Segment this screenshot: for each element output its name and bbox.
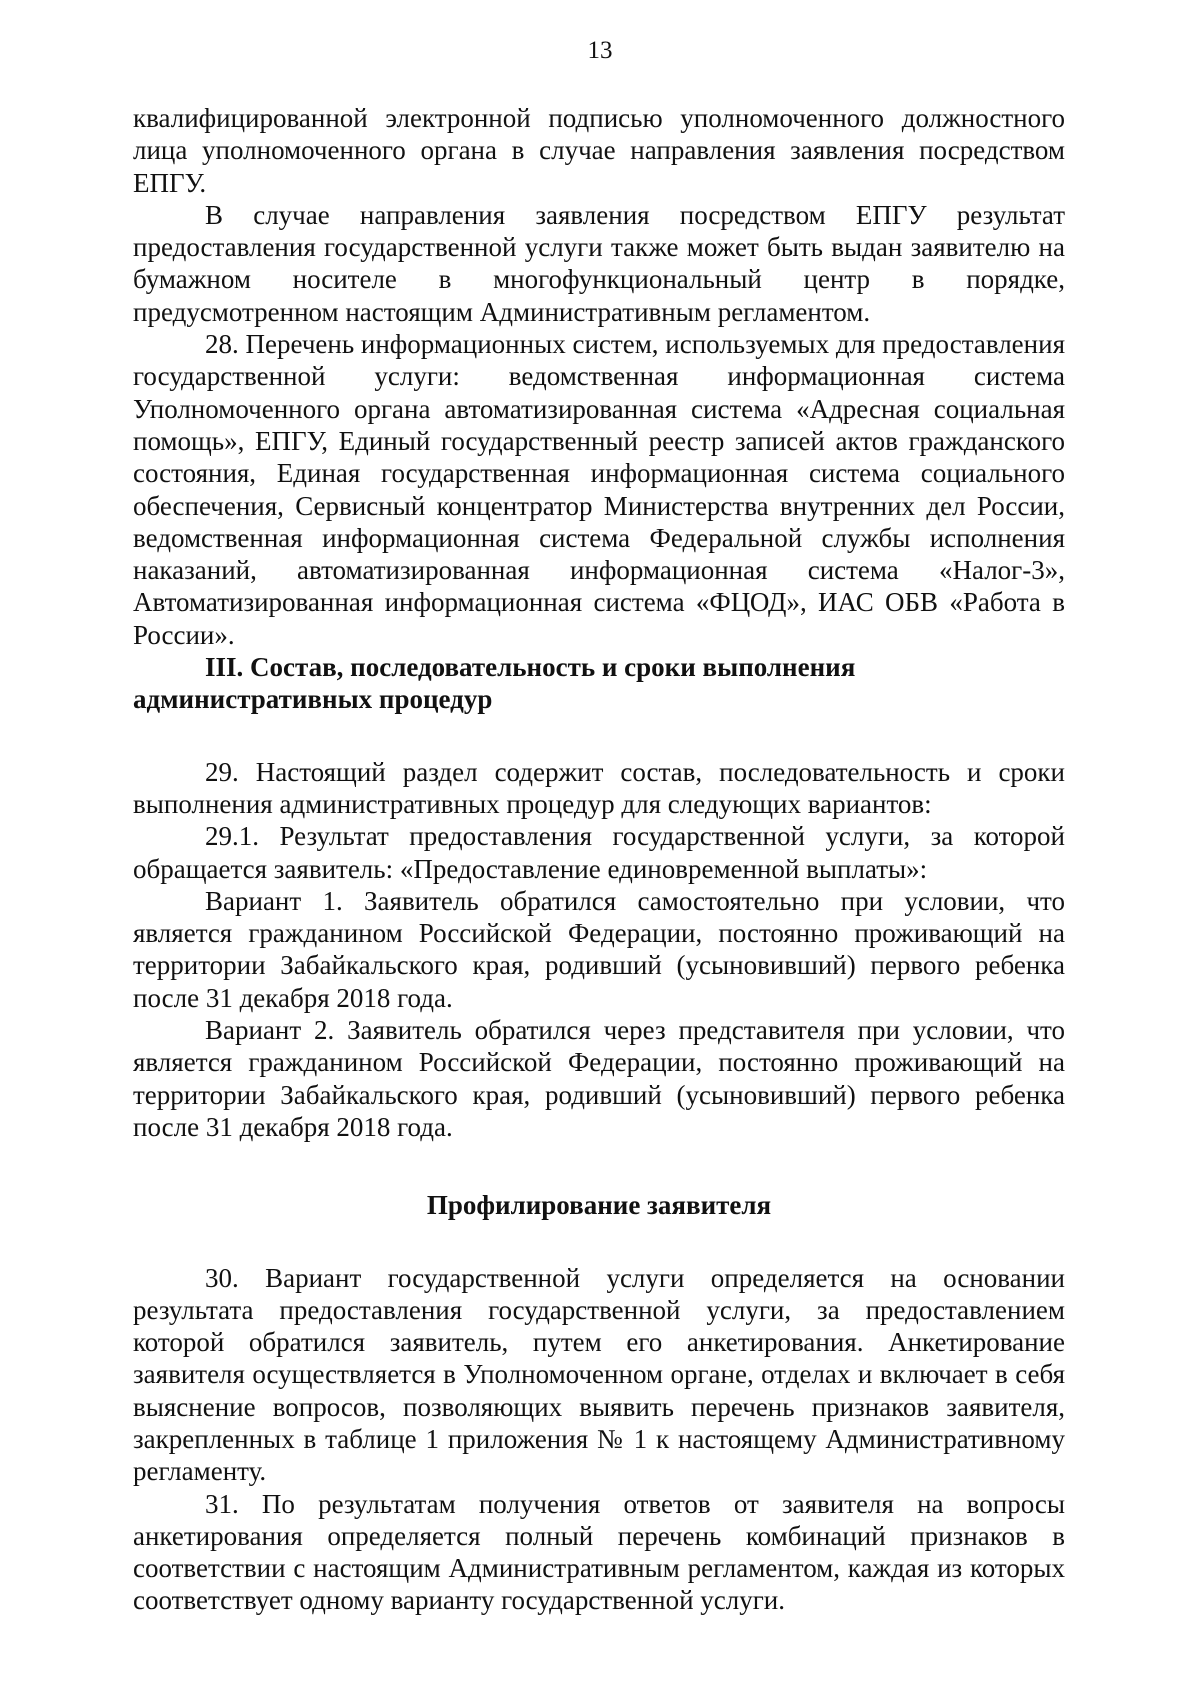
paragraph-28: 28. Перечень информационных систем, используемых для предоставления государственной услуги: ведомственная информационная система Уполномоченного органа автоматизированная система «Адресная социальная помощь», ЕПГУ, Единый государственный реестр записей актов гражданского состояния, Единая государственная информационная система социального обеспечения, Сервисный концентратор Министерства внутренних дел России, ведомственная информационная система Федеральной службы исполнения наказаний, автоматизированная информационная система «Налог-3», Автоматизированная информационная система «ФЦОД», ИАС ОБВ «Работа в России». bbox=[133, 329, 1065, 650]
paragraph-29-1: 29.1. Результат предоставления государственной услуги, за которой обращается заявитель: «Предоставление единовременной выплаты»: bbox=[133, 821, 1065, 884]
profiling-heading: Профилирование заявителя bbox=[426, 1190, 772, 1221]
paragraph-31: 31. По результатам получения ответов от заявителя на вопросы анкетирования определяется полный перечень комбинаций признаков в соответствии с настоящим Административным регламентом, каждая из которых соответствует одному варианту государственной услуги. bbox=[133, 1488, 1065, 1616]
page-number: 13 bbox=[587, 37, 613, 64]
paragraph-variant-1: Вариант 1. Заявитель обратился самостоятельно при условии, что является гражданином Российской Федерации, постоянно проживающий на территории Забайкальского края, родивший (усыновивший) первого ребенка после 31 декабря 2018 года. bbox=[133, 885, 1065, 1013]
paragraph-29: 29. Настоящий раздел содержит состав, последовательность и сроки выполнения административных процедур для следующих вариантов: bbox=[133, 756, 1065, 819]
section-heading-3: III. Состав, последовательность и сроки выполнения административных процедур bbox=[133, 652, 856, 715]
paragraph-continuation: квалифицированной электронной подписью уполномоченного должностного лица уполномоченного органа в случае направления заявления посредством ЕПГУ. bbox=[133, 103, 1065, 198]
paragraph-30: 30. Вариант государственной услуги определяется на основании результата предоставления государственной услуги, за предоставлением которой обратился заявитель, путем его анкетирования. Анкетирование заявителя осуществляется в Уполномоченном органе, отделах и включает в себя выяснение вопросов, позволяющих выявить перечень признаков заявителя, закрепленных в таблице 1 приложения № 1 к настоящему Административному регламенту. bbox=[133, 1262, 1065, 1487]
document-body bbox=[133, 102, 1065, 1617]
paragraph-epgu-result: В случае направления заявления посредством ЕПГУ результат предоставления государственной услуги также может быть выдан заявителю на бумажном носителе в многофункциональный центр в порядке, предусмотренном настоящим Административным регламентом. bbox=[133, 199, 1065, 327]
paragraph-variant-2: Вариант 2. Заявитель обратился через представителя при условии, что является гражданином Российской Федерации, постоянно проживающий на территории Забайкальского края, родивший (усыновивший) первого ребенка после 31 декабря 2018 года. bbox=[133, 1015, 1065, 1142]
